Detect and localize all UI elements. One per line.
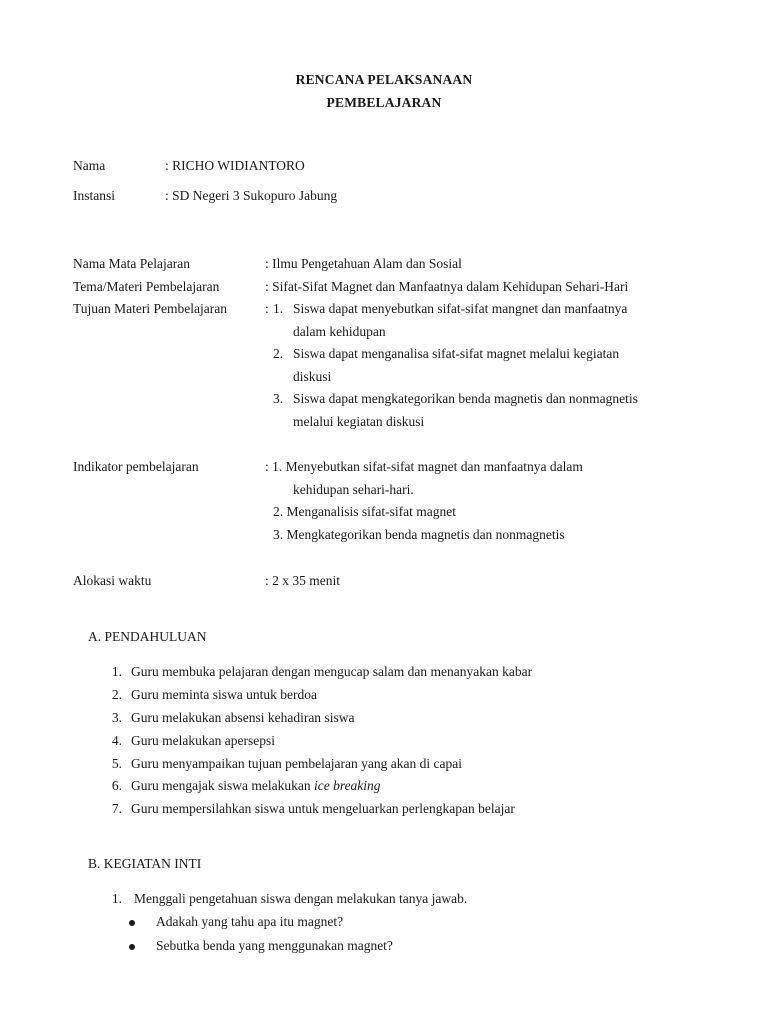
- list-item-number: 2.: [111, 687, 122, 702]
- list-item: Guru meminta siswa untuk berdoa: [131, 687, 317, 702]
- list-item-italic-term: ice breaking: [313, 778, 381, 793]
- tujuan-label: Tujuan Materi Pembelajaran: [73, 301, 227, 316]
- mapel-value: : Ilmu Pengetahuan Alam dan Sosial: [265, 256, 462, 271]
- list-item: [131, 778, 381, 794]
- bullet-item: Adakah yang tahu apa itu magnet?: [156, 914, 344, 929]
- tujuan-item-number: 1.: [273, 301, 284, 316]
- tujuan-item-text: Siswa dapat menganalisa sifat-sifat magnet melalui kegiatan: [293, 346, 620, 361]
- tujuan-item-number: 2.: [273, 346, 284, 361]
- bullet-dot: [129, 920, 135, 926]
- list-item: Guru menyampaikan tujuan pembelajaran yang akan di capai: [131, 756, 462, 771]
- document-title-line1: RENCANA PELAKSANAAN: [295, 72, 473, 87]
- bullet-item: Sebutka benda yang menggunakan magnet?: [156, 938, 393, 953]
- tujuan-colon: :: [265, 301, 269, 316]
- nama-label: Nama: [73, 158, 106, 173]
- list-item: Guru membuka pelajaran dengan mengucap salam dan menanyakan kabar: [131, 664, 533, 679]
- indikator-item: 2. Menganalisis sifat-sifat magnet: [273, 504, 456, 519]
- indikator-item: : 1. Menyebutkan sifat-sifat magnet dan manfaatnya dalam: [265, 459, 583, 474]
- section-heading-pendahuluan: A. PENDAHULUAN: [88, 629, 207, 644]
- list-item-number: 5.: [111, 756, 122, 771]
- instansi-label: Instansi: [73, 188, 115, 203]
- tujuan-item-text-cont: diskusi: [293, 369, 332, 384]
- alokasi-label: Alokasi waktu: [73, 573, 152, 588]
- indikator-label: Indikator pembelajaran: [73, 459, 199, 474]
- bullet-dot: [129, 944, 135, 950]
- list-item-number: 6.: [111, 778, 122, 793]
- list-item-number: 1.: [111, 664, 122, 679]
- document-title-line2: PEMBELAJARAN: [326, 95, 442, 110]
- instansi-value: : SD Negeri 3 Sukopuro Jabung: [165, 188, 338, 203]
- list-item: Guru melakukan absensi kehadiran siswa: [131, 710, 355, 725]
- tujuan-item-text-cont: dalam kehidupan: [293, 324, 386, 339]
- list-item-number: 4.: [111, 733, 122, 748]
- list-item-number: 1.: [111, 891, 122, 906]
- list-item-number: 7.: [111, 801, 122, 816]
- tujuan-item-number: 3.: [273, 391, 284, 406]
- list-item-number: 3.: [111, 710, 122, 725]
- list-item-text: Guru mengajak siswa melakukan: [131, 778, 314, 793]
- tema-value: : Sifat-Sifat Magnet dan Manfaatnya dalam Kehidupan Sehari-Hari: [265, 279, 629, 294]
- mapel-label: Nama Mata Pelajaran: [73, 256, 190, 271]
- indikator-item: 3. Mengkategorikan benda magnetis dan nonmagnetis: [273, 527, 565, 542]
- tujuan-item-text: Siswa dapat mengkategorikan benda magnetis dan nonmagnetis: [293, 391, 638, 406]
- list-item: Guru melakukan apersepsi: [131, 733, 275, 748]
- list-item: Guru mempersilahkan siswa untuk mengeluarkan perlengkapan belajar: [131, 801, 515, 816]
- indikator-item-cont: kehidupan sehari-hari.: [293, 482, 414, 497]
- section-heading-kegiatan-inti: B. KEGIATAN INTI: [88, 856, 202, 871]
- tujuan-item-text: Siswa dapat menyebutkan sifat-sifat mangnet dan manfaatnya: [293, 301, 628, 316]
- list-item: Menggali pengetahuan siswa dengan melakukan tanya jawab.: [134, 891, 468, 906]
- nama-value: : RICHO WIDIANTORO: [165, 158, 305, 173]
- alokasi-value: : 2 x 35 menit: [265, 573, 340, 588]
- tujuan-item-text-cont: melalui kegiatan diskusi: [293, 414, 425, 429]
- tema-label: Tema/Materi Pembelajaran: [73, 279, 220, 294]
